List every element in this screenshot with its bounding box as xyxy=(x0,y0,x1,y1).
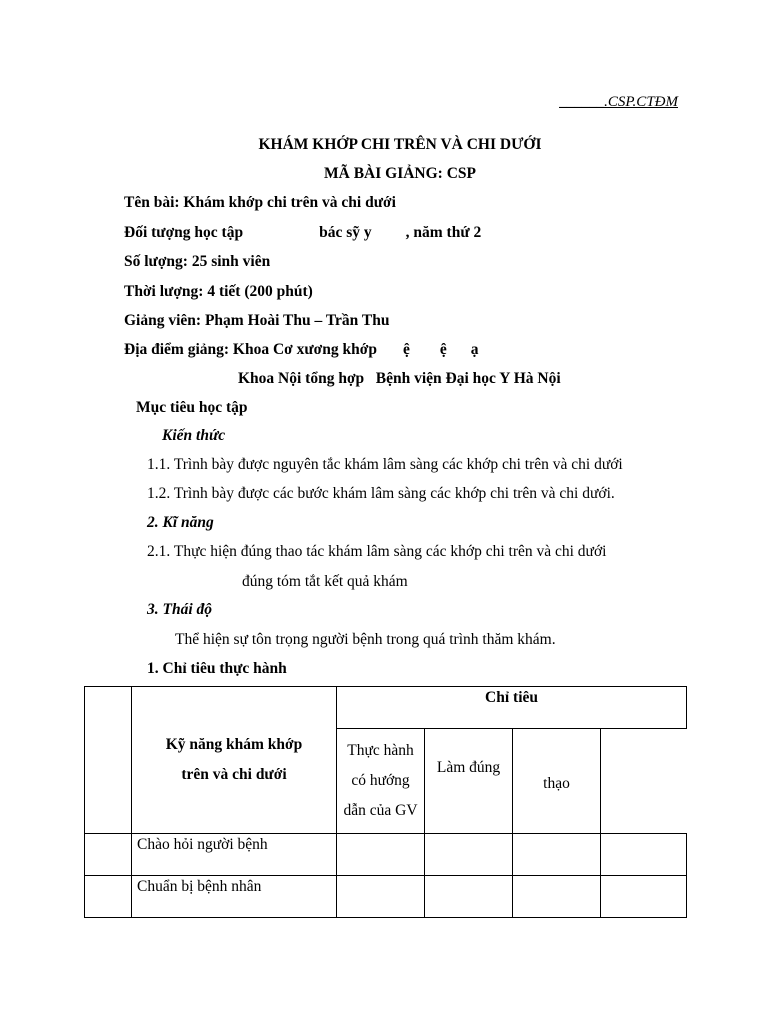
table-cell xyxy=(601,834,687,876)
do-correctly-cell xyxy=(425,729,513,834)
audience xyxy=(124,224,481,242)
table-cell xyxy=(85,687,132,834)
target-header: Chỉ tiêu xyxy=(485,689,538,706)
objectives-heading: Mục tiêu học tập xyxy=(136,399,248,416)
table-cell xyxy=(513,876,601,918)
duration: Thời lượng: 4 tiết (200 phút) xyxy=(124,283,313,300)
target-header-cell xyxy=(337,687,687,729)
lesson-name: Tên bài: Khám khớp chi trên và chi dưới xyxy=(124,194,396,211)
table-row xyxy=(85,876,687,918)
skills-item: 2.1. Thực hiện đúng thao tác khám lâm sàng các khớp chi trên và chi dưới xyxy=(147,543,607,560)
location-line-2: Khoa Nội tổng hợp Bệnh viện Đại học Y Hà Nội xyxy=(238,370,561,387)
knowledge-item: 1.1. Trình bày được nguyên tắc khám lâm sàng các khớp chi trên và chi dưới xyxy=(147,456,623,473)
skill-name: Chuẩn bị bệnh nhân xyxy=(137,878,262,895)
skill-header-cell xyxy=(132,687,337,834)
skill-name: Chào hỏi người bệnh xyxy=(137,836,268,853)
lecturer: Giảng viên: Phạm Hoài Thu – Trần Thu xyxy=(124,312,390,329)
proficient-cell xyxy=(513,729,601,834)
audience-label: Đối tượng học tập xyxy=(124,224,244,241)
location-label: Địa điểm giảng: Khoa Cơ xương khớp xyxy=(124,341,377,358)
skill-name-cell xyxy=(132,834,337,876)
knowledge-item: 1.2. Trình bày được các bước khám lâm sàng các khớp chi trên và chi dưới. xyxy=(147,485,615,502)
skills-heading: 2. Kĩ năng xyxy=(147,514,214,531)
table-cell xyxy=(601,876,687,918)
location-fragment: ệ xyxy=(439,341,447,358)
audience-value: bác sỹ y xyxy=(319,224,372,241)
column-header-line: Thực hành xyxy=(347,742,414,759)
column-header: thạo xyxy=(543,775,570,792)
table-cell xyxy=(425,876,513,918)
practice-table xyxy=(84,686,687,918)
table-cell xyxy=(337,834,425,876)
location xyxy=(124,341,479,359)
table-cell xyxy=(85,876,132,918)
table-row xyxy=(85,834,687,876)
audience-year: , năm thứ 2 xyxy=(405,224,482,241)
skill-name-cell xyxy=(132,876,337,918)
document-title: KHÁM KHỚP CHI TRÊN VÀ CHI DƯỚI xyxy=(258,136,542,153)
knowledge-heading: Kiến thức xyxy=(162,427,226,444)
student-quantity: Số lượng: 25 sinh viên xyxy=(124,253,271,270)
lecture-code: MÃ BÀI GIẢNG: CSP xyxy=(324,165,476,182)
table-cell xyxy=(337,876,425,918)
skills-item-continuation: đúng tóm tắt kết quả khám xyxy=(242,573,408,590)
attitude-item: Thể hiện sự tôn trọng người bệnh trong quá trình thăm khám. xyxy=(175,631,556,648)
table-header-row xyxy=(85,687,687,729)
document-code: ______.CSP.CTĐM xyxy=(559,94,678,110)
table-cell xyxy=(85,834,132,876)
practice-heading: 1. Chỉ tiêu thực hành xyxy=(147,660,287,677)
location-fragment: ạ xyxy=(470,341,479,358)
table-cell xyxy=(513,834,601,876)
column-header-line: dẫn của GV xyxy=(343,802,418,819)
table-cell xyxy=(425,834,513,876)
location-fragment: ệ xyxy=(402,341,410,358)
guided-practice-cell xyxy=(337,729,425,834)
attitude-heading: 3. Thái độ xyxy=(147,601,213,618)
column-header-line: có hướng xyxy=(351,772,410,789)
skill-header-line: trên và chi dưới xyxy=(181,766,287,783)
skill-header-line: Kỹ năng khám khớp xyxy=(165,736,303,753)
column-header: Làm đúng xyxy=(436,759,501,776)
